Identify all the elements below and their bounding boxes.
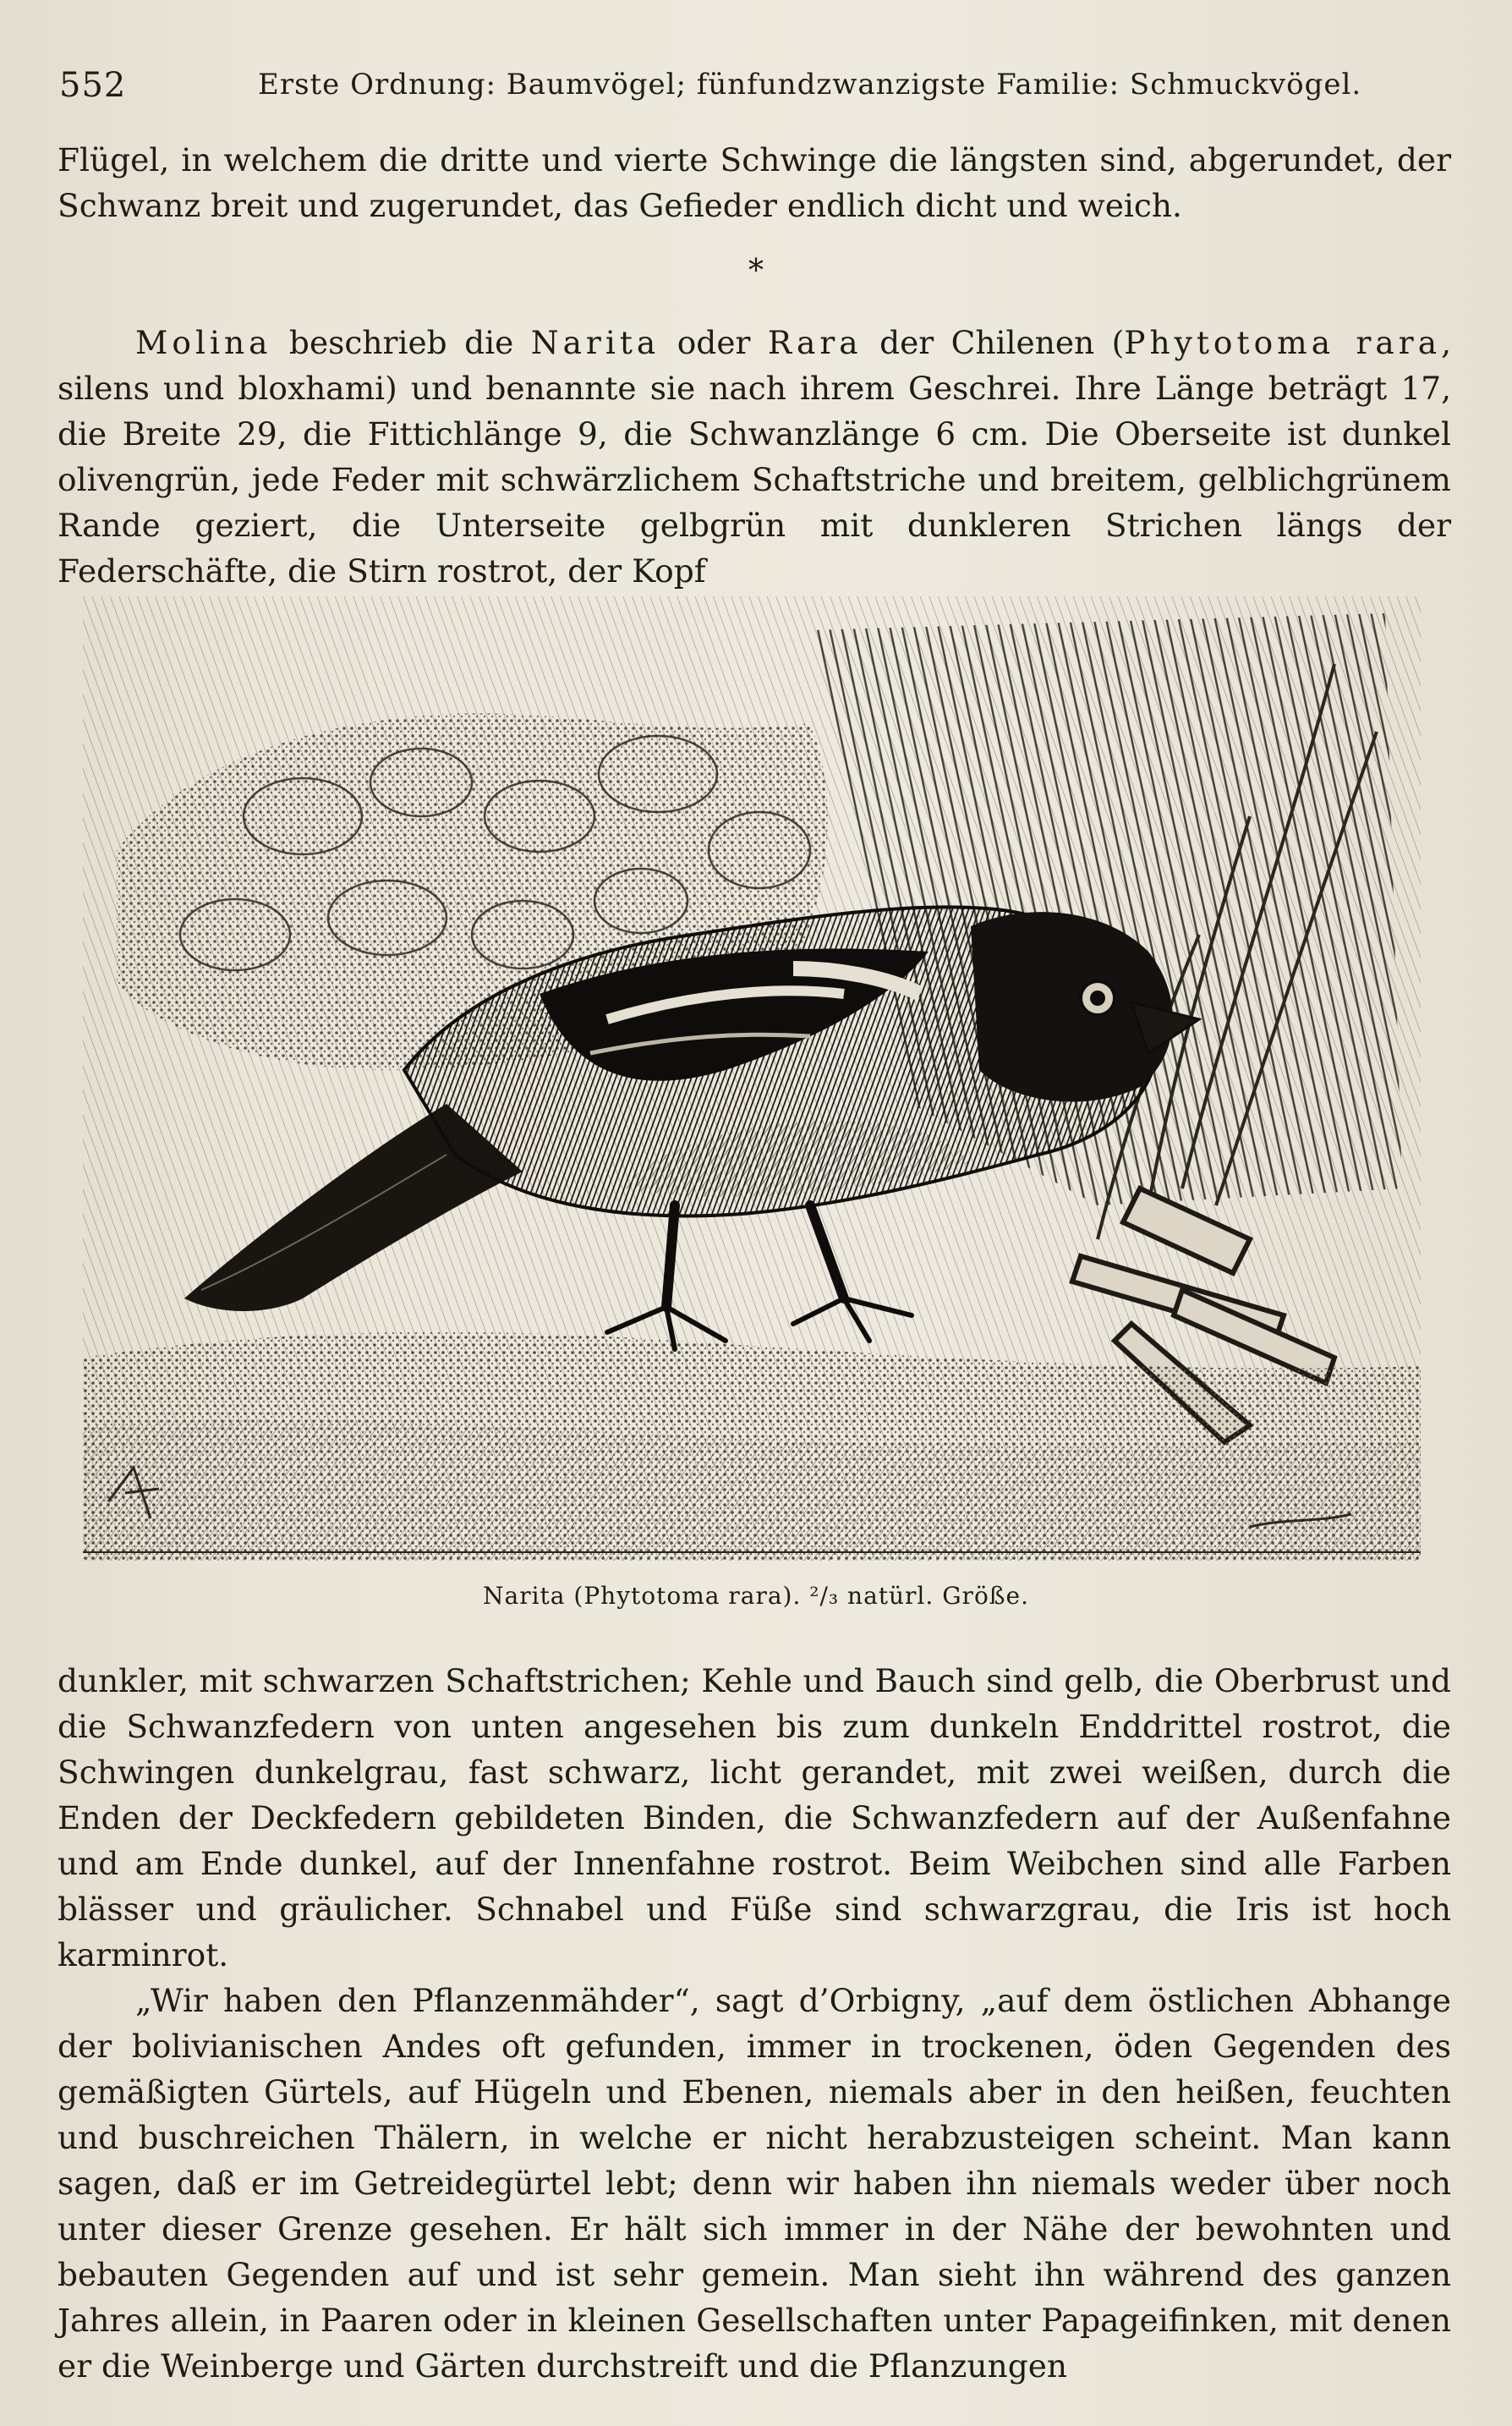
latin-name: Phytotoma rara [1124,324,1442,361]
text-block-molina [58,320,1451,594]
paragraph: dunkler, mit schwarzen Schaftstrichen; Kehle und Bauch sind gelb, die Oberbrust und die Schwanzfedern von unten angesehen bis zum dunkeln Enddrittel rostrot, die Schwingen dunkelgrau, fast schwarz, licht gerandet, mit zwei weißen, durch die Enden der Deckfedern gebildeten Binden, die Schwanzfedern auf der Außenfahne und am Ende dunkel, auf der Innenfahne rostrot. Beim Weibchen sind alle Farben blässer und gräulicher. Schnabel und Füße sind schwarzgrau, die Iris ist hoch karminrot. [58,1662,1451,1973]
running-head: Erste Ordnung: Baumvögel; fünfundzwanzigste Familie: Schmuckvögel. [258,68,1362,102]
page-number: 552 [59,66,127,105]
text-run: beschrieb die [271,324,531,361]
paragraph: Flügel, in welchem die dritte und vierte Schwinge die längsten sind, abgerundet, der Schwanz breit und zugerundet, das Gefieder endlich dicht und weich. [58,141,1451,224]
bird-engraving-icon [83,596,1421,1561]
paragraph-molina [58,320,1451,594]
figure-caption: Narita (Phytotoma rara). ²/₃ natürl. Größe. [483,1582,1029,1610]
text-block-bottom [58,1658,1451,2389]
paragraph-quote: „Wir haben den Pflanzenmähder“, sagt d’Orbigny, „auf dem östlichen Abhange der bolivianischen Andes oft gefunden, immer in trockenen, öden Gegenden des gemäßigten Gürtels, auf Hügeln und Ebenen, niemals aber in den heißen, feuchten und buschreichen Thälern, in welche er nicht herabzusteigen scheint. Man kann sagen, daß er im Getreidegürtel lebt; denn wir haben ihn niemals weder über noch unter dieser Grenze gesehen. Er hält sich immer in der Nähe der bewohnten und bebauten Gegenden auf und ist sehr gemein. Man sieht ihn während des ganzen Jahres allein, in Paaren oder in kleinen Gesellschaften unter Papageifinken, mit denen er die Weinberge und Gärten durchstreift und die Pflanzungen [58,1982,1451,2385]
text-run: der Chilenen ( [862,324,1125,361]
text-run: , silens und bloxhami) und benannte sie nach ihrem Geschrei. Ihre Länge beträgt 17, die Breite 29, die Fittichlänge 9, die Schwanzlänge 6 cm. Die Oberseite ist dunkel olivengrün, jede Feder mit schwärzlichem Schaftstriche und breitem, gelblichgrünem Rande geziert, die Unterseite gelbgrün mit dunkleren Strichen längs der Federschäfte, die Stirn rostrot, der Kopf [58,324,1451,590]
page-header [59,66,1454,117]
text-run: oder [660,324,768,361]
section-separator: * [748,254,764,288]
species-name-alt: Rara [767,324,863,361]
species-name: Narita [530,324,660,361]
bird-illustration [83,596,1421,1561]
text-block-top [58,137,1451,228]
author-name: Molina [135,324,272,361]
